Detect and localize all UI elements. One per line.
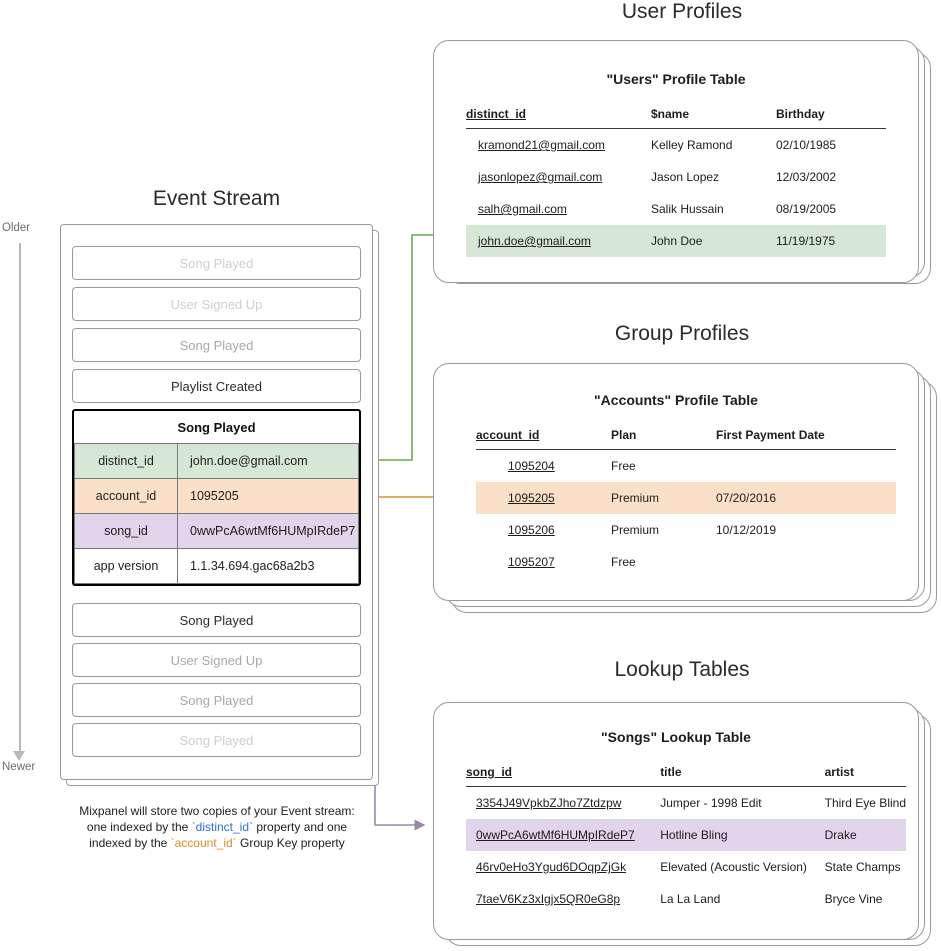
cell-distinct-id: john.doe@gmail.com — [466, 225, 651, 257]
cell-song-id: 3354J49VpkbZJho7Ztdzpw — [476, 796, 622, 810]
event-property-row — [74, 443, 359, 479]
cell-first-payment-date — [716, 450, 896, 483]
cell-name: Kelley Ramond — [651, 138, 733, 152]
cell-first-payment-date — [716, 546, 896, 578]
songs-table-title: "Songs" Lookup Table — [601, 729, 751, 745]
column-header-birthday: Birthday — [776, 107, 825, 121]
caption-line-1: Mixpanel will store two copies of your Event stream: — [79, 804, 355, 818]
event-item[interactable]: Song Played — [72, 683, 361, 717]
cell-title: Elevated (Acoustic Version) — [660, 860, 807, 874]
table-row[interactable] — [466, 851, 906, 883]
cell-plan: Premium — [611, 482, 716, 514]
event-property-row — [74, 513, 359, 549]
event-property-key: app version — [75, 549, 178, 583]
cell-birthday: 12/03/2002 — [776, 170, 837, 184]
cell-artist: Bryce Vine — [824, 892, 883, 906]
event-item[interactable]: Playlist Created — [72, 369, 361, 403]
table-header-row — [466, 107, 886, 129]
column-header-song-id: song_id — [466, 765, 513, 779]
lookup-tables-heading: Lookup Tables — [614, 658, 750, 681]
table-row-highlighted[interactable] — [466, 819, 906, 851]
caption-line-3-pre: indexed by the — [89, 836, 171, 850]
cell-name: Salik Hussain — [651, 202, 724, 216]
cell-artist: Third Eye Blind — [824, 796, 906, 810]
table-row[interactable] — [476, 514, 896, 546]
cell-title: Jumper - 1998 Edit — [660, 796, 762, 810]
users-table — [466, 107, 886, 257]
table-row[interactable] — [476, 450, 896, 483]
diagram-caption — [52, 803, 382, 851]
cell-account-id: 1095204 — [508, 459, 555, 473]
column-header-plan: Plan — [611, 428, 637, 442]
table-row[interactable] — [466, 129, 886, 162]
caption-line-2-pre: one indexed by the — [86, 820, 192, 834]
table-row[interactable] — [466, 161, 886, 193]
users-profile-card — [433, 40, 919, 283]
cell-birthday: 02/10/1985 — [776, 138, 837, 152]
table-row[interactable] — [466, 883, 906, 915]
table-header-row — [476, 428, 896, 450]
event-item[interactable]: Song Played — [72, 328, 361, 362]
songs-lookup-card — [433, 702, 919, 940]
expanded-event-title: Song Played — [177, 420, 256, 435]
caption-distinct-id-code: `distinct_id` — [191, 820, 254, 834]
event-property-key: account_id — [75, 479, 178, 513]
songs-table — [466, 765, 906, 915]
cell-artist: State Champs — [824, 860, 901, 874]
table-row-highlighted[interactable] — [466, 225, 886, 257]
accounts-table — [476, 428, 896, 578]
column-header-distinct-id: distinct_id — [466, 107, 527, 121]
cell-account-id: 1095205 — [476, 482, 611, 514]
cell-plan: Free — [611, 555, 636, 569]
column-header-title: title — [660, 765, 682, 779]
column-header-artist: artist — [824, 765, 854, 779]
cell-song-id: 46rv0eHo3Ygud6DOqpZjGk — [476, 860, 627, 874]
event-item[interactable]: User Signed Up — [72, 643, 361, 677]
event-property-key: distinct_id — [75, 444, 178, 478]
table-row-highlighted[interactable] — [476, 482, 896, 514]
event-property-value: 1.1.34.694.gac68a2b3 — [190, 559, 315, 573]
cell-birthday: 08/19/2005 — [776, 202, 837, 216]
cell-first-payment-date: 07/20/2016 — [716, 482, 896, 514]
table-row[interactable] — [466, 193, 886, 225]
accounts-profile-card — [433, 363, 919, 601]
event-property-key: song_id — [75, 514, 178, 548]
cell-birthday: 11/19/1975 — [776, 225, 886, 257]
event-stream-heading: Event Stream — [152, 187, 281, 210]
cell-name: Jason Lopez — [651, 170, 720, 184]
cell-title: La La Land — [660, 892, 721, 906]
timeline-axis — [19, 243, 21, 753]
cell-title: Hotline Bling — [660, 819, 824, 851]
event-property-value: 1095205 — [190, 489, 239, 503]
event-property-row — [74, 548, 359, 584]
event-item[interactable]: User Signed Up — [72, 287, 361, 321]
cell-distinct-id: jasonlopez@gmail.com — [478, 170, 603, 184]
caption-line-2-post: property and one — [253, 820, 348, 834]
cell-song-id: 0wwPcA6wtMf6HUMpIRdeP7 — [466, 819, 660, 851]
cell-account-id: 1095206 — [508, 523, 555, 537]
column-header-first-payment-date: First Payment Date — [716, 428, 825, 442]
cell-account-id: 1095207 — [508, 555, 555, 569]
timeline-label-newer: Newer — [2, 761, 36, 773]
caption-account-id-code: `account_id` — [170, 836, 237, 850]
cell-distinct-id: kramond21@gmail.com — [478, 138, 605, 152]
event-item[interactable]: Song Played — [72, 246, 361, 280]
table-row[interactable] — [476, 546, 896, 578]
caption-line-3-post: Group Key property — [236, 836, 345, 850]
caption-line-3 — [52, 835, 382, 851]
event-property-value: john.doe@gmail.com — [190, 454, 308, 468]
accounts-table-title: "Accounts" Profile Table — [594, 392, 758, 408]
caption-line-2 — [52, 819, 382, 835]
column-header-name: $name — [651, 107, 690, 121]
cell-first-payment-date: 10/12/2019 — [716, 523, 777, 537]
column-header-account-id: account_id — [476, 428, 540, 442]
cell-song-id: 7taeV6Kz3xIgjx5QR0eG8p — [476, 892, 621, 906]
timeline-label-older: Older — [2, 222, 31, 234]
timeline-arrowhead — [13, 751, 25, 761]
table-header-row — [466, 765, 906, 787]
group-profiles-heading: Group Profiles — [614, 322, 750, 345]
cell-plan: Free — [611, 459, 636, 473]
cell-distinct-id: salh@gmail.com — [478, 202, 567, 216]
cell-name: John Doe — [651, 225, 776, 257]
event-property-value: 0wwPcA6wtMf6HUMpIRdeP7 — [190, 524, 356, 538]
cell-plan: Premium — [611, 523, 660, 537]
event-property-row — [74, 478, 359, 514]
event-item[interactable]: Song Played — [72, 603, 361, 637]
cell-artist: Drake — [825, 819, 906, 851]
user-profiles-heading: User Profiles — [621, 0, 743, 23]
users-table-title: "Users" Profile Table — [606, 71, 746, 87]
expanded-event-card[interactable] — [72, 409, 361, 586]
table-row[interactable] — [466, 787, 906, 820]
event-item[interactable]: Song Played — [72, 723, 361, 757]
